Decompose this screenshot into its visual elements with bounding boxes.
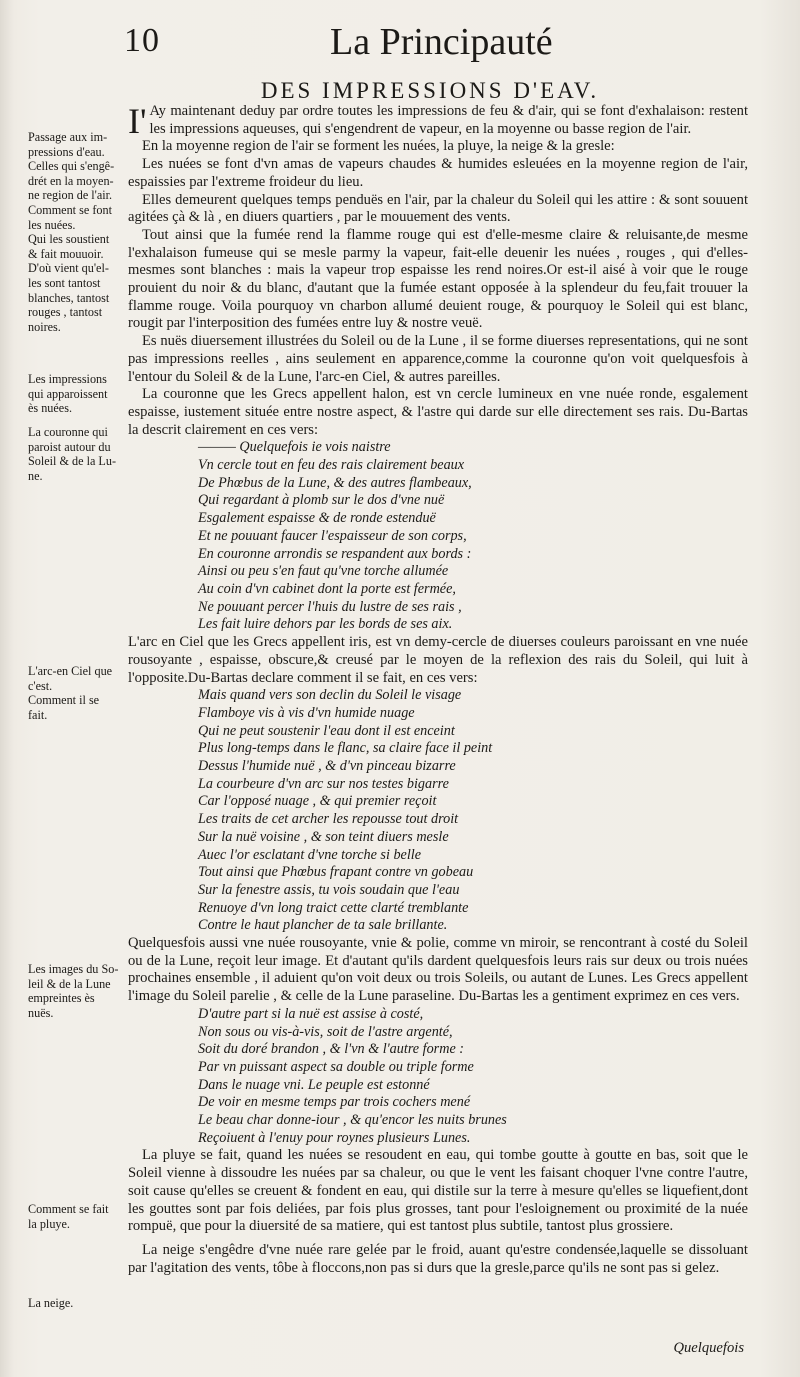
margin-note bbox=[28, 664, 128, 722]
margin-note-line: nuës. bbox=[28, 1005, 54, 1020]
verse-line: De Phœbus de la Lune, & des autres flambeaux, bbox=[198, 474, 472, 491]
section-title: DES IMPRESSIONS D'EAV. bbox=[260, 78, 600, 103]
verse-line: Les traits de cet archer les repousse tout droit bbox=[198, 811, 459, 828]
page-number: 10 bbox=[124, 22, 160, 59]
margin-note-line: Comment il se bbox=[28, 693, 100, 708]
verse-line: De voir en mesme temps par trois cochers mené bbox=[198, 1094, 471, 1111]
verse-line: Tout ainsi que Phœbus frapant contre vn gobeau bbox=[198, 864, 474, 881]
verse-line: Au coin d'vn cabinet dont la porte est fermée, bbox=[198, 580, 456, 597]
margin-note bbox=[28, 425, 128, 483]
margin-note-line: les nuées. bbox=[28, 217, 76, 232]
verse-line: Contre le haut plancher de ta sale brillante. bbox=[198, 917, 448, 934]
paragraph: Les nuées se font d'vn amas de vapeurs chaudes & humides esleuées en la moyenne region de l'air, espaissies par l'extreme froideur du lieu. bbox=[128, 156, 748, 190]
margin-note-line: les sont tantost bbox=[28, 275, 101, 290]
margin-note-line: rouges , tantost bbox=[28, 305, 103, 320]
margin-note bbox=[28, 1202, 128, 1231]
verse-line: Ne pouuant percer l'huis du lustre de ses rais , bbox=[198, 598, 462, 615]
margin-note-line: ne region de l'air. bbox=[28, 188, 113, 203]
verse-line: ——— Quelquefois ie vois naistre bbox=[198, 439, 391, 456]
margin-note-line: paroist autour du bbox=[28, 439, 111, 454]
main-text bbox=[128, 103, 748, 1277]
verse-line: Sur la nuë voisine , & son teint diuers mesle bbox=[198, 828, 449, 845]
verse-line: Soit du doré brandon , & l'vn & l'autre forme : bbox=[198, 1041, 465, 1058]
verse-line: Et ne pouuant faucer l'espaisseur de son corps, bbox=[198, 527, 467, 544]
verse-line: Qui regardant à plomb sur le dos d'vne nuë bbox=[198, 492, 445, 509]
margin-note-line: D'où vient qu'el- bbox=[28, 261, 109, 276]
verse-line: Auec l'or esclatant d'vne torche si belle bbox=[198, 846, 422, 863]
margin-note-line: Passage aux im- bbox=[28, 130, 108, 144]
paragraph: I'Ay maintenant deduy par ordre toutes les impressions de feu & d'air, qui se font d'exhalaison: restent les impressions aqueuses, qui s'engendrent de vapeur, en la moyenne ou basse region de l'air. bbox=[128, 101, 748, 141]
verse-line: Par vn puissant aspect sa double ou triple forme bbox=[198, 1058, 474, 1075]
margin-note-line: blanches, tantost bbox=[28, 290, 110, 305]
verse-line: Ainsi ou peu s'en faut qu'vne torche allumée bbox=[198, 563, 449, 580]
margin-note-line: pressions d'eau. bbox=[28, 144, 105, 159]
margin-note-line: Comment se font bbox=[28, 202, 112, 217]
margin-note-line: noires. bbox=[28, 319, 61, 334]
verse-line: Dessus l'humide nuë , & d'vn pinceau bizarre bbox=[198, 758, 456, 775]
running-title: La Principauté bbox=[330, 21, 553, 63]
paragraph: La couronne que les Grecs appellent halon, est vn cercle lumineux en vne nuée ronde, esgalement espaisse, iustement située entre nostre aspect, & l'astre qui darde sur elle directement ses rais. Du-Bartas la descrit clairement en ces vers: bbox=[128, 386, 748, 438]
margin-note bbox=[28, 130, 128, 334]
verse-line: Non sous ou vis-à-vis, soit de l'astre argenté, bbox=[198, 1023, 453, 1040]
verse-line: Flamboye vis à vis d'vn humide nuage bbox=[198, 704, 415, 721]
margin-note-line: La neige. bbox=[28, 1296, 74, 1310]
margin-note-line: qui apparoissent bbox=[28, 386, 108, 401]
margin-note-line: drét en la moyen- bbox=[28, 173, 114, 188]
paragraph: Tout ainsi que la fumée rend la flamme rouge qui est d'elle-mesme claire & reluisante,de mesme l'exhalaison fumeuse qui se mesle parmy la vapeur, fait-elle deuenir les nuées , rouges , qui d'elles-mesmes sont blanches : mais la vapeur trop espaisse les rend noires.Or est-il aisé à voir que le rouge prouient du noir & du blanc, d'autant que la fumée estant opposée à la splendeur du feu,fait trouuer la flamme rouge. Voila pourquoy vn charbon allumé deuient rouge, & pourquoy le Soleil qui est blanc, rougit par l'interposition des fumées entre luy & nostre veuë. bbox=[128, 226, 748, 332]
paragraph: Es nuës diuersement illustrées du Soleil ou de la Lune , il se forme diuerses representations, qui ne sont pas impressions reelles , ains seulement en apparence,comme la couronne qu'on voit quelquesfois à l'entour du Soleil & de la Lune, l'arc-en Ciel, & autres pareilles. bbox=[128, 333, 748, 385]
verse-line: Qui ne peut soustenir l'eau dont il est enceint bbox=[198, 722, 455, 739]
margin-note-line: La couronne qui bbox=[28, 425, 108, 439]
paragraph: L'arc en Ciel que les Grecs appellent iris, est vn demy-cercle de diuerses couleurs paroissant en vne nuée rousoyante , espaisse, obscure,& creusé par le moyen de la reflexion des rais du Soleil, qui luit à l'opposite.Du-Bartas declare comment il se fait, en ces vers: bbox=[128, 634, 748, 686]
paragraph: La neige s'engêdre d'vne nuée rare gelée par le froid, auant qu'estre condensée,laquelle se dissoluant par l'agitation des vents, tôbe à floccons,non pas si durs que la gresle,parce qu'ils ne sont pas si gelez. bbox=[128, 1242, 748, 1276]
margin-note-line: Comment se fait bbox=[28, 1202, 109, 1216]
paragraph: Quelquesfois aussi vne nuée rousoyante, vnie & polie, comme vn miroir, se rencontrant à costé du Soleil ou de la Lune, reçoit leur image. Et d'autant qu'ils dardent quelquesfois leurs rais sur deux ou trois nuées prochaines ensemble , il aduient qu'on voit deux ou trois Soleils, ou autant de Lunes. Les Grecs appellent l'image du Soleil parelie , & celle de la Lune paraseline. Du-Bartas les a gentiment exprimez en ces vers. bbox=[128, 935, 748, 1005]
verse-line: En couronne arrondis se respandent aux bords : bbox=[198, 545, 472, 562]
page-header bbox=[0, 20, 800, 80]
verse-line: Reçoiuent à l'enuy pour roynes plusieurs Lunes. bbox=[198, 1129, 471, 1146]
margin-note-line: la pluye. bbox=[28, 1216, 70, 1231]
margin-note-line: leil & de la Lune bbox=[28, 976, 111, 991]
margin-note-line: Soleil & de la Lu- bbox=[28, 454, 117, 469]
margin-note-line: empreintes ès bbox=[28, 991, 95, 1006]
verse-line: Les fait luire dehors par les bords de ses aix. bbox=[198, 616, 453, 633]
verse-line: Car l'opposé nuage , & qui premier reçoit bbox=[198, 793, 437, 810]
paragraph: La pluye se fait, quand les nuées se resoudent en eau, qui tombe goutte à goutte en bas, soit que le Soleil vienne à dissoudre les nuées par sa chaleur, ou que le vent les faisant choquer l'vne contre l'autre, soit cause qu'elles se creuent & fondent en eau, qui distile sur la terre à mesure qu'elles se liquefient,dont les gouttes sont par fois deliées, par fois plus grosses, tant pour l'esloignement ou proximité de la nuée rompuë, que pour la diuersité de sa matiere, qui est tantost plus subtile, tantost plus grossiere. bbox=[128, 1147, 748, 1235]
margin-note bbox=[28, 372, 128, 416]
margin-note-line: ne. bbox=[28, 468, 43, 483]
margin-note-line: fait. bbox=[28, 707, 48, 722]
verse-line: Plus long-temps dans le flanc, sa claire face il peint bbox=[198, 740, 493, 757]
margin-note-line: Qui les soustient bbox=[28, 232, 110, 247]
verse-line: Dans le nuage vni. Le peuple est estonné bbox=[198, 1076, 430, 1093]
verse-block bbox=[128, 1006, 748, 1148]
margin-note-line: Les images du So- bbox=[28, 962, 119, 976]
margin-note-line: ès nuées. bbox=[28, 401, 72, 416]
verse-block bbox=[128, 439, 748, 634]
catchword: Quelquefois bbox=[673, 1340, 744, 1356]
verse-line: Vn cercle tout en feu des rais clairement beaux bbox=[198, 457, 465, 474]
verse-line: Renuoye d'vn long traict cette clarté tremblante bbox=[198, 899, 469, 916]
margin-note bbox=[28, 1296, 128, 1311]
paragraph: Elles demeurent quelques temps penduës en l'air, par la chaleur du Soleil qui les attire : & sont souuent agitées çà & là , en diuers quartiers , par le mouuement des vents. bbox=[128, 191, 748, 226]
margin-note bbox=[28, 962, 128, 1020]
verse-line: Mais quand vers son declin du Soleil le visage bbox=[198, 687, 462, 704]
verse-block bbox=[128, 687, 748, 935]
margin-note-line: & fait mouuoir. bbox=[28, 246, 104, 261]
margin-note-line: L'arc-en Ciel que bbox=[28, 664, 113, 678]
paragraph: En la moyenne region de l'air se forment les nuées, la pluye, la neige & la gresle: bbox=[142, 138, 615, 155]
margin-note-line: Celles qui s'engê- bbox=[28, 159, 115, 174]
verse-line: La courbeure d'vn arc sur nos testes bigarre bbox=[198, 775, 449, 792]
verse-line: Esgalement espaisse & de ronde estenduë bbox=[198, 510, 436, 527]
verse-line: D'autre part si la nuë est assise à costé, bbox=[198, 1005, 424, 1022]
verse-line: Le beau char donne-iour , & qu'encor les nuits brunes bbox=[198, 1112, 507, 1129]
verse-line: Sur la fenestre assis, tu vois soudain que l'eau bbox=[198, 881, 460, 898]
margin-note-line: Les impressions bbox=[28, 372, 107, 386]
margin-note-line: c'est. bbox=[28, 678, 53, 693]
